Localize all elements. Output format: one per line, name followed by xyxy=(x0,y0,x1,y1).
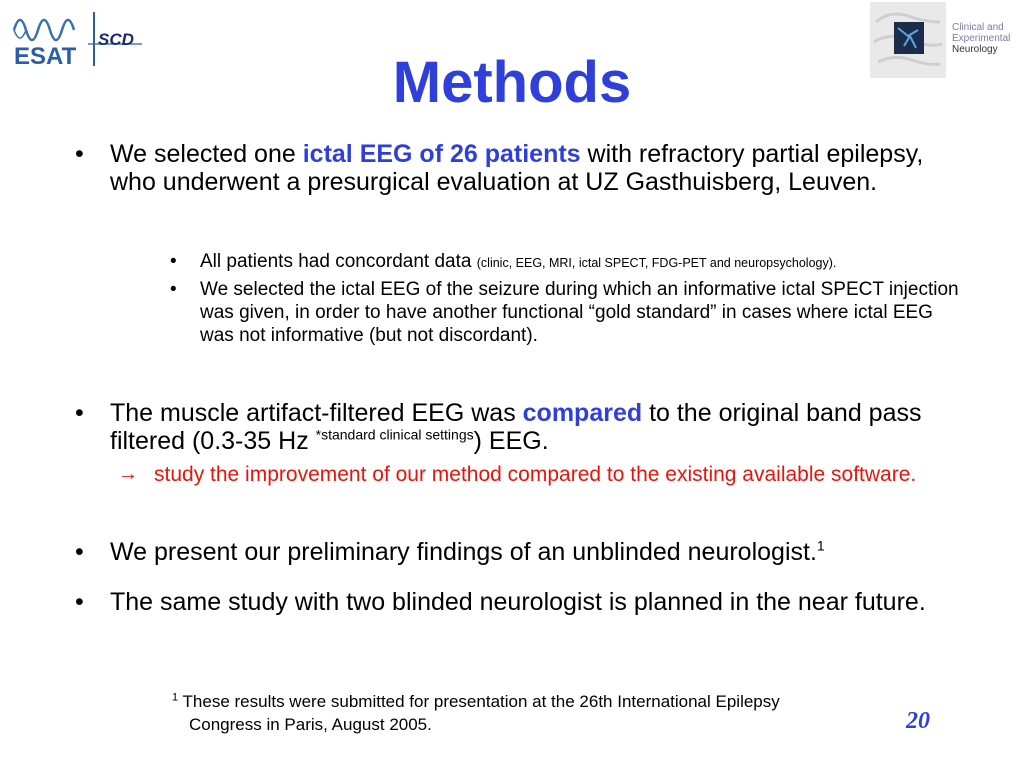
bullet-2-highlight: compared xyxy=(522,399,643,427)
page-number: 20 xyxy=(906,708,930,734)
slide-title: Methods xyxy=(392,50,632,115)
cen-line-3: Neurology xyxy=(952,44,998,55)
bullet-3-main: We present our preliminary findings of an unblinded neurologist. xyxy=(110,538,817,566)
sub-bullet-1-main: All patients had concordant data xyxy=(200,251,477,272)
scd-logo-text: SCD xyxy=(98,30,134,49)
right-arrow-icon: → xyxy=(118,463,138,485)
bullet-dot: • xyxy=(75,538,84,566)
bullet-2-sup: *standard clinical settings xyxy=(315,426,474,443)
bullet-4-text: The same study with two blinded neurologist is planned in the near future. xyxy=(110,588,926,616)
bullet-dot: • xyxy=(75,140,84,168)
sub-bullet-dot: • xyxy=(170,251,177,272)
bullet-dot: • xyxy=(75,399,84,427)
bullet-1-text xyxy=(110,140,940,196)
bullet-3-text xyxy=(110,538,940,566)
bullet-1-pre: We selected one xyxy=(110,140,303,168)
bullet-1-post: with refractory partial epilepsy, who underwent a presurgical evaluation at UZ Gasthuisberg, Leuven. xyxy=(110,140,924,196)
cen-line-2: Experimental xyxy=(952,33,1011,44)
bullet-1-highlight: ictal EEG of 26 patients xyxy=(302,140,581,168)
cen-line-1: Clinical and xyxy=(952,22,1004,33)
bullet-2-mid: to the original band pass filtered (0.3-35 Hz xyxy=(110,399,922,455)
bullet-dot: • xyxy=(75,588,84,616)
esat-logo-text: ESAT xyxy=(14,43,77,70)
bullet-2-text xyxy=(110,399,940,455)
bullet-3-sup: 1 xyxy=(816,537,825,554)
arrow-note-text: study the improvement of our method compared to the existing available software. xyxy=(154,463,917,486)
footnote-line-1: These results were submitted for presentation at the 26th International Epilepsy xyxy=(178,692,780,711)
footnote-line-2: Congress in Paris, August 2005. xyxy=(189,715,432,734)
footnote xyxy=(172,690,912,736)
bullet-2-pre: The muscle artifact-filtered EEG was xyxy=(110,399,523,427)
footnote-marker: 1 xyxy=(172,691,179,704)
bullet-2-post: ) EEG. xyxy=(473,427,549,455)
sub-bullet-1-small: (clinic, EEG, MRI, ictal SPECT, FDG-PET and neuropsychology). xyxy=(476,256,837,270)
sub-bullet-2-text: We selected the ictal EEG of the seizure during which an informative ictal SPECT injection was given, in order to have another functional “gold standard” in cases where ictal EEG was not informative (but not discordant). xyxy=(200,279,959,346)
sub-bullet-1-text xyxy=(200,250,960,275)
sub-bullet-dot: • xyxy=(170,279,177,300)
